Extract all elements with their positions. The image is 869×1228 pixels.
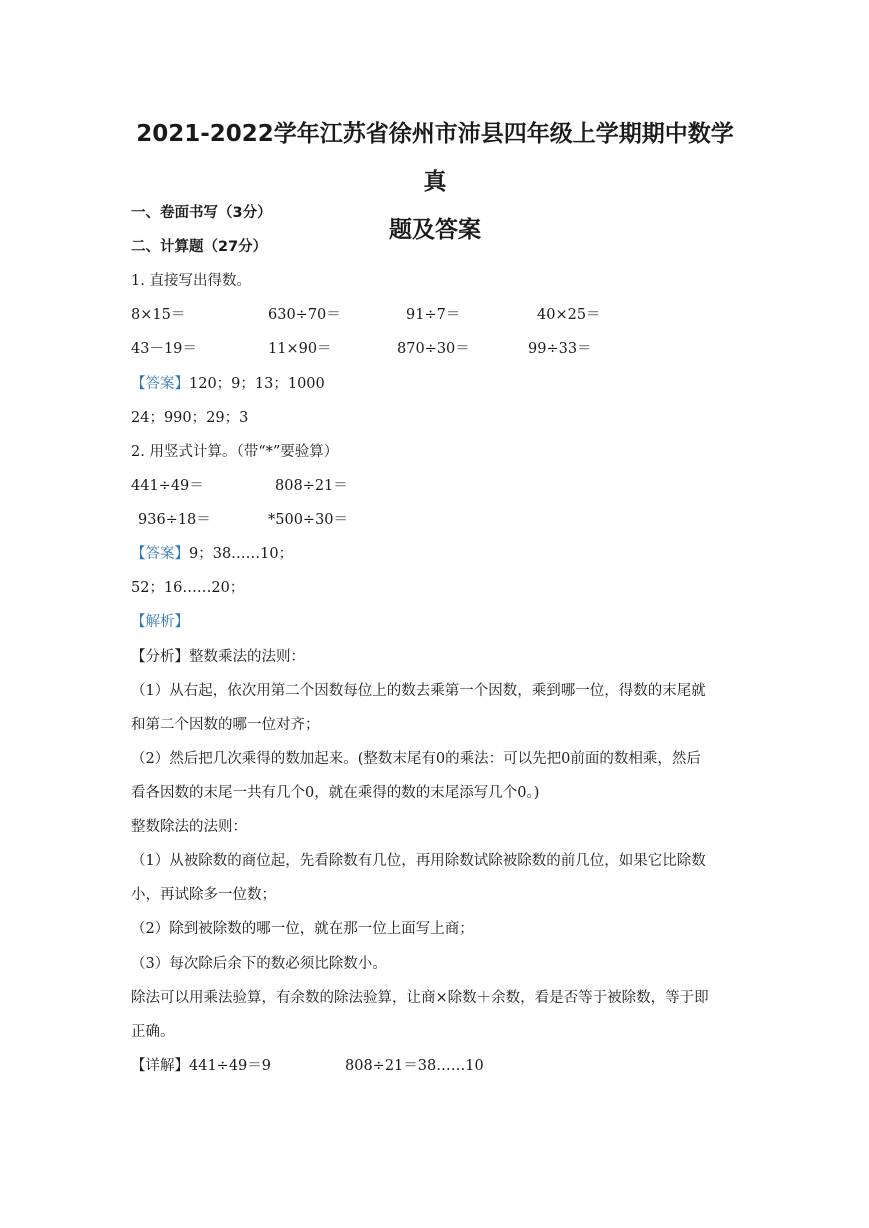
title-line-1: 2021-2022学年江苏省徐州市沛县四年级上学期期中数学真 bbox=[136, 121, 734, 195]
q1-item: 43－19＝ bbox=[131, 341, 197, 357]
detail-tag: 【详解】 bbox=[131, 1058, 189, 1074]
analysis-p1a: （1）从右起，依次用第二个因数每位上的数去乘第一个因数，乘到哪一位，得数的末尾就 bbox=[131, 683, 706, 699]
analysis-heading: 【分析】整数乘法的法则： bbox=[131, 649, 305, 665]
division-d2: （2）除到被除数的哪一位，就在那一位上面写上商； bbox=[131, 921, 474, 937]
q1-item: 870÷30＝ bbox=[397, 341, 470, 357]
q1-answer bbox=[131, 373, 325, 395]
q1-answer-text-2: 24；990；29；3 bbox=[131, 410, 249, 426]
document-title bbox=[131, 110, 739, 254]
check-rule-a: 除法可以用乘法验算，有余数的除法验算，让商×除数＋余数，看是否等于被除数，等于即 bbox=[131, 990, 709, 1006]
detail-item-2: 808÷21＝38……10 bbox=[345, 1058, 484, 1074]
answer-tag: 【答案】 bbox=[131, 376, 189, 392]
title-line-2: 题及答案 bbox=[389, 217, 481, 243]
analysis-tag: 【解析】 bbox=[131, 614, 189, 630]
division-rule-heading: 整数除法的法则： bbox=[131, 819, 247, 835]
check-rule-b: 正确。 bbox=[131, 1024, 175, 1040]
q1-answer-text-1: 120；9；13；1000 bbox=[189, 376, 325, 392]
q1-row-1 bbox=[131, 304, 731, 326]
section-1-heading: 一、卷面书写（3分） bbox=[131, 205, 272, 221]
section-2-heading: 二、计算题（27分） bbox=[131, 239, 268, 255]
q2-item: 441÷49＝ bbox=[131, 478, 204, 494]
q2-answer bbox=[131, 543, 293, 565]
q1-item: 8×15＝ bbox=[131, 307, 186, 323]
analysis-p1b: 和第二个因数的哪一位对齐； bbox=[131, 717, 320, 733]
analysis-p2b: 看各因数的末尾一共有几个0，就在乘得的数的末尾添写几个0。) bbox=[131, 785, 540, 801]
q2-row-2 bbox=[131, 509, 531, 531]
detail-line bbox=[131, 1055, 631, 1077]
detail-item-1: 441÷49＝9 bbox=[189, 1058, 272, 1074]
division-d1b: 小，再试除多一位数； bbox=[131, 887, 276, 903]
analysis-p2a: （2）然后把几次乘得的数加起来。(整数末尾有0的乘法：可以先把0前面的数相乘，然后 bbox=[131, 751, 701, 767]
division-d3: （3）每次除后余下的数必须比除数小。 bbox=[131, 956, 387, 972]
q1-row-2 bbox=[131, 338, 731, 360]
q1-item: 630÷70＝ bbox=[268, 307, 341, 323]
q2-answer-text-2: 52；16……20； bbox=[131, 580, 245, 596]
answer-tag: 【答案】 bbox=[131, 546, 189, 562]
q2-answer-text-1: 9；38……10； bbox=[189, 546, 294, 562]
q1-item: 99÷33＝ bbox=[528, 341, 592, 357]
division-d1a: （1）从被除数的商位起，先看除数有几位，再用除数试除被除数的前几位，如果它比除数 bbox=[131, 853, 706, 869]
q2-item: 808÷21＝ bbox=[275, 478, 348, 494]
q1-item: 91÷7＝ bbox=[406, 307, 461, 323]
q2-row-1 bbox=[131, 475, 531, 497]
q2-item: 936÷18＝ bbox=[138, 512, 211, 528]
q1-item: 40×25＝ bbox=[537, 307, 601, 323]
q1-item: 11×90＝ bbox=[268, 341, 332, 357]
q2-item: *500÷30＝ bbox=[268, 512, 349, 528]
q1-prompt: 1. 直接写出得数。 bbox=[131, 273, 251, 289]
q2-prompt: 2. 用竖式计算。（带“*”要验算） bbox=[131, 444, 339, 460]
